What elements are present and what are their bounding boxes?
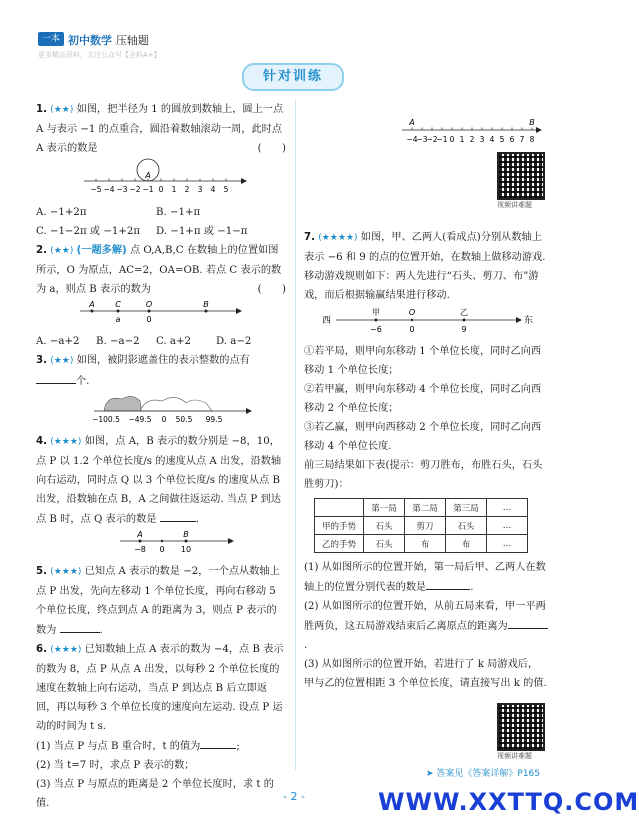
q6-tick-label: 4 — [489, 135, 495, 144]
q6-tick-label: −4 — [406, 135, 418, 144]
q1-tick-label: −1 — [142, 185, 154, 194]
q1-text: 如图，把半径为 1 的圆放到数轴上，圆上一点 A 与表示 −1 的点重合，圆沿着数轴滚动一周，此时点 A 表示的数是 — [36, 104, 284, 154]
q4-value-b: 10 — [180, 545, 192, 554]
q7-subquestions — [304, 558, 548, 693]
q1-stars: (★★) — [50, 105, 74, 115]
q6-number: 6. — [36, 644, 47, 655]
q3-label-1: −100.5 — [92, 415, 120, 424]
q3-label-3: 0 — [161, 415, 167, 424]
q7-value-jia: −6 — [370, 325, 382, 334]
table-cell: 布 — [405, 535, 446, 553]
q7-sub1-blank[interactable] — [426, 577, 470, 590]
right-column — [304, 116, 544, 157]
q1-tick-label: 3 — [197, 185, 203, 194]
q7-number: 7. — [304, 232, 315, 243]
q2-point-b: B — [203, 300, 209, 309]
series-name: 初中数学 — [68, 34, 112, 47]
answer-reference[interactable] — [426, 766, 540, 779]
q7-stars: (★★★★) — [318, 233, 358, 243]
q6-tick-label: 0 — [449, 135, 455, 144]
q7-sub1-end: . — [470, 582, 474, 593]
series-subtitle: 压轴题 — [115, 34, 149, 47]
q4-point-a: A — [137, 530, 143, 539]
q7-sub3: (3) 从如图所示的位置开始，若进行了 k 局游戏后，甲与乙的位置相距 3 个单位长度，请直接写出 k 的值. — [304, 659, 547, 689]
table-cell: 甲的手势 — [315, 517, 364, 535]
q2-tag: (一题多解) — [76, 245, 127, 256]
q3-label-5: 99.5 — [205, 415, 223, 424]
q4-blank[interactable] — [160, 509, 196, 522]
qr-label-1: 视频讲难题 — [497, 201, 532, 209]
table-cell: 第三局 — [446, 499, 487, 517]
q6-tick-label: 5 — [499, 135, 505, 144]
q7-east: 东 — [524, 316, 534, 326]
q2-option-d: D. a−2 — [216, 336, 252, 347]
brand-title — [68, 32, 149, 48]
section-banner — [242, 63, 344, 91]
table-cell: … — [487, 535, 528, 553]
table-cell: … — [487, 517, 528, 535]
q1-option-a: A. −1+2π — [36, 207, 87, 218]
q1-tick-label: −2 — [129, 185, 141, 194]
question-3 — [36, 351, 286, 391]
table-row — [315, 535, 528, 553]
q7-text: 如图，甲、乙两人(看成点)分别从数轴上表示 −6 和 9 的点的位置开始，在数轴上做移动游戏. 移动游戏规则如下：两人先进行“石头、剪刀、布”游戏，而后根据输赢结果进行移动. — [304, 232, 546, 301]
q5-end: . — [99, 625, 103, 636]
q3-stars: (★★) — [50, 356, 74, 366]
q7-sub2-end: . — [304, 640, 308, 651]
q6-sub2: (2) 当 t=7 时，求点 P 表示的数； — [36, 760, 195, 771]
q3-number-line — [36, 391, 286, 425]
q2-point-o: O — [145, 300, 153, 309]
table-cell: 石头 — [446, 517, 487, 535]
q2-number: 2. — [36, 245, 47, 256]
q6-tick-label: −3 — [416, 135, 428, 144]
q2-option-a: A. −a+2 — [36, 336, 80, 347]
q1-tick-label: 2 — [184, 185, 190, 194]
qr-code-2[interactable] — [497, 703, 545, 751]
q1-options — [36, 203, 286, 241]
q4-value-0: 0 — [159, 545, 165, 554]
answer-reference-text: 答案见《答案详解》P165 — [436, 769, 540, 779]
q6-tick-label: 8 — [529, 135, 535, 144]
q6-sub1-end: ; — [236, 741, 240, 752]
q6-point-b: B — [529, 118, 535, 127]
table-cell: 布 — [446, 535, 487, 553]
q1-tick-label: 5 — [223, 185, 229, 194]
q3-number: 3. — [36, 355, 47, 366]
q2-number-line — [36, 299, 286, 325]
q7-point-yi: 乙 — [460, 308, 468, 317]
left-column — [36, 100, 286, 813]
q2-text: 点 O,A,B,C 在数轴上的位置如图所示，O 为原点，AC=2，OA=OB. 若点 C 表示的数为 a，则点 B 表示的数为 — [36, 245, 282, 295]
q2-option-b: B. −a−2 — [96, 336, 140, 347]
q5-stars: (★★★) — [50, 567, 82, 577]
q7-value-yi: 9 — [461, 325, 467, 334]
q7-sub1-text: (1) 从如图所示的位置开始，第一局后甲、乙两人在数轴上的位置分别代表的数是 — [304, 562, 546, 593]
q5-text: 已知点 A 表示的数是 −2，一个点从数轴上点 P 出发，先向左移动 1 个单位长度，再向右移动 5 个单位长度，终点到点 A 的距离为 3，则点 P 表示的数为 — [36, 566, 280, 636]
q4-value-a: −8 — [134, 545, 146, 554]
q1-point-a: A — [145, 171, 151, 180]
question-4 — [36, 432, 286, 529]
q5-number: 5. — [36, 566, 47, 577]
q4-number-line — [36, 529, 286, 555]
q2-point-c: C — [115, 300, 121, 309]
table-cell: 乙的手势 — [315, 535, 364, 553]
q3-text-end: 个. — [76, 376, 90, 387]
qr-label-2: 视频讲难题 — [497, 752, 532, 760]
q4-text: 如图，点 A，B 表示的数分别是 −8，10，点 P 以 1.2 个单位长度/s 的速度从点 A 出发，沿数轴向右运动，同时点 Q 以 3 个单位长度/s 的速度从点 B 出发，沿数轴在点 B，A 之间做往返运动. 当点 P 到达点 B 时，点 Q 表示的数是 — [36, 436, 282, 525]
question-7 — [304, 228, 548, 305]
q7-sub1 — [304, 558, 548, 597]
q7-west: 西 — [322, 316, 332, 326]
q6-tick-label: −2 — [426, 135, 438, 144]
qr-code-1[interactable] — [497, 152, 545, 200]
q6-stars: (★★★) — [50, 645, 82, 655]
q1-option-c: C. −1−2π 或 −1+2π — [36, 226, 141, 237]
q6-tick-label: 2 — [469, 135, 475, 144]
page-header — [0, 0, 575, 59]
q2-point-a: A — [89, 300, 95, 309]
q1-option-b: B. −1+π — [156, 207, 201, 218]
q7-rule-3: ③若乙赢，则甲向西移动 2 个单位长度，同时乙向西移动 4 个单位长度. — [304, 422, 542, 452]
q6-sub1-text: (1) 当点 P 与点 B 重合时，t 的值为 — [36, 741, 201, 752]
q6-sub1-blank[interactable] — [200, 736, 236, 749]
q1-tick-label: 4 — [210, 185, 216, 194]
q1-tick-label: 1 — [171, 185, 177, 194]
q3-shade-right — [140, 397, 212, 411]
q6-tick-label: −1 — [436, 135, 448, 144]
q2-value-0: 0 — [146, 315, 152, 324]
q3-blank[interactable] — [36, 371, 76, 384]
q3-label-4: 50.5 — [175, 415, 193, 424]
q7-sub2-blank[interactable] — [508, 616, 548, 629]
q2-option-c: C. a+2 — [156, 336, 191, 347]
q7-point-jia: 甲 — [372, 308, 380, 317]
question-1 — [36, 100, 286, 158]
q6-tick-label: 1 — [459, 135, 465, 144]
q7-value-0: 0 — [409, 325, 415, 334]
question-5 — [36, 562, 286, 640]
promo-text: 更多精品资料，关注公众号【全科A+】 — [38, 51, 161, 59]
q6-point-a: A — [409, 118, 415, 127]
q1-tick-label: −3 — [116, 185, 128, 194]
arrow-icon: ➤ — [425, 769, 437, 779]
q5-blank[interactable] — [60, 620, 100, 633]
q2-value-a: a — [115, 315, 121, 324]
q7-sub2-text: (2) 从如图所示的位置开始，从前五局来看，甲一平两胜两负，这五局游戏结束后乙离原点的距离为 — [304, 601, 546, 632]
table-cell: 石头 — [364, 517, 405, 535]
q4-point-b: B — [183, 530, 189, 539]
table-cell: 第二局 — [405, 499, 446, 517]
q7-result-table — [314, 498, 528, 553]
q3-label-2: −49.5 — [128, 415, 152, 424]
section-title: 针对训练 — [262, 69, 323, 84]
q6-text: 已知数轴上点 A 表示的数为 −4，点 B 表示的数为 8，点 P 从点 A 出发，以每秒 2 个单位长度的速度在数轴上向右运动，当点 P 到达点 B 后立即返回，再以每秒 3 个单位长度的速度向左运动. 设点 P 运动的时间为 t s. — [36, 644, 284, 732]
q6-sub1 — [36, 736, 286, 756]
q2-stars: (★★) — [50, 246, 74, 256]
q1-number: 1. — [36, 104, 47, 115]
table-cell: 石头 — [364, 535, 405, 553]
q7-point-o: O — [408, 308, 416, 317]
watermark: WWW.XXTTQ.COM — [378, 788, 639, 816]
table-cell: … — [487, 499, 528, 517]
q2-options — [36, 332, 286, 351]
table-header-row — [315, 499, 528, 517]
q7-rule-2: ②若甲赢，则甲向东移动 4 个单位长度，同时乙向西移动 2 个单位长度； — [304, 384, 542, 414]
brand-logo: 一本 — [38, 32, 64, 46]
q3-shade-left — [104, 396, 141, 411]
page-number: - 2 - — [283, 790, 305, 803]
q1-tick-label: −4 — [103, 185, 115, 194]
q7-rule-1: ①若平局，则甲向东移动 1 个单位长度，同时乙向西移动 1 个单位长度； — [304, 346, 542, 376]
q3-text: 如图，被阴影遮盖住的表示整数的点有 — [76, 355, 250, 366]
q4-stars: (★★★) — [50, 437, 82, 447]
q6-tick-label: 3 — [479, 135, 485, 144]
q6-sub3: (3) 当点 P 与原点的距离是 2 个单位长度时，求 t 的值. — [36, 779, 274, 809]
question-6 — [36, 640, 286, 736]
q6-tick-label: 7 — [519, 135, 525, 144]
q6-tick-label: 6 — [509, 135, 515, 144]
question-2 — [36, 241, 286, 299]
q1-option-d: D. −1+π 或 −1−π — [156, 226, 248, 237]
table-cell: 第一局 — [364, 499, 405, 517]
table-cell: 剪刀 — [405, 517, 446, 535]
question-7-block — [304, 228, 548, 494]
q4-number: 4. — [36, 436, 47, 447]
q1-tick-label: −5 — [90, 185, 102, 194]
q4-end: . — [195, 514, 199, 525]
column-divider — [295, 100, 296, 770]
q7-table-intro: 前三局结果如下表(提示：剪刀胜布，布胜石头，石头胜剪刀)： — [304, 460, 543, 490]
table-row — [315, 517, 528, 535]
q6-number-line — [304, 116, 544, 150]
q1-answer-paren: ( ) — [257, 143, 286, 154]
q2-answer-paren: ( ) — [257, 284, 286, 295]
q1-number-line — [36, 158, 286, 196]
q1-tick-label: 0 — [158, 185, 164, 194]
q7-sub2 — [304, 597, 548, 655]
q7-number-line — [304, 305, 548, 335]
table-cell — [315, 499, 364, 517]
